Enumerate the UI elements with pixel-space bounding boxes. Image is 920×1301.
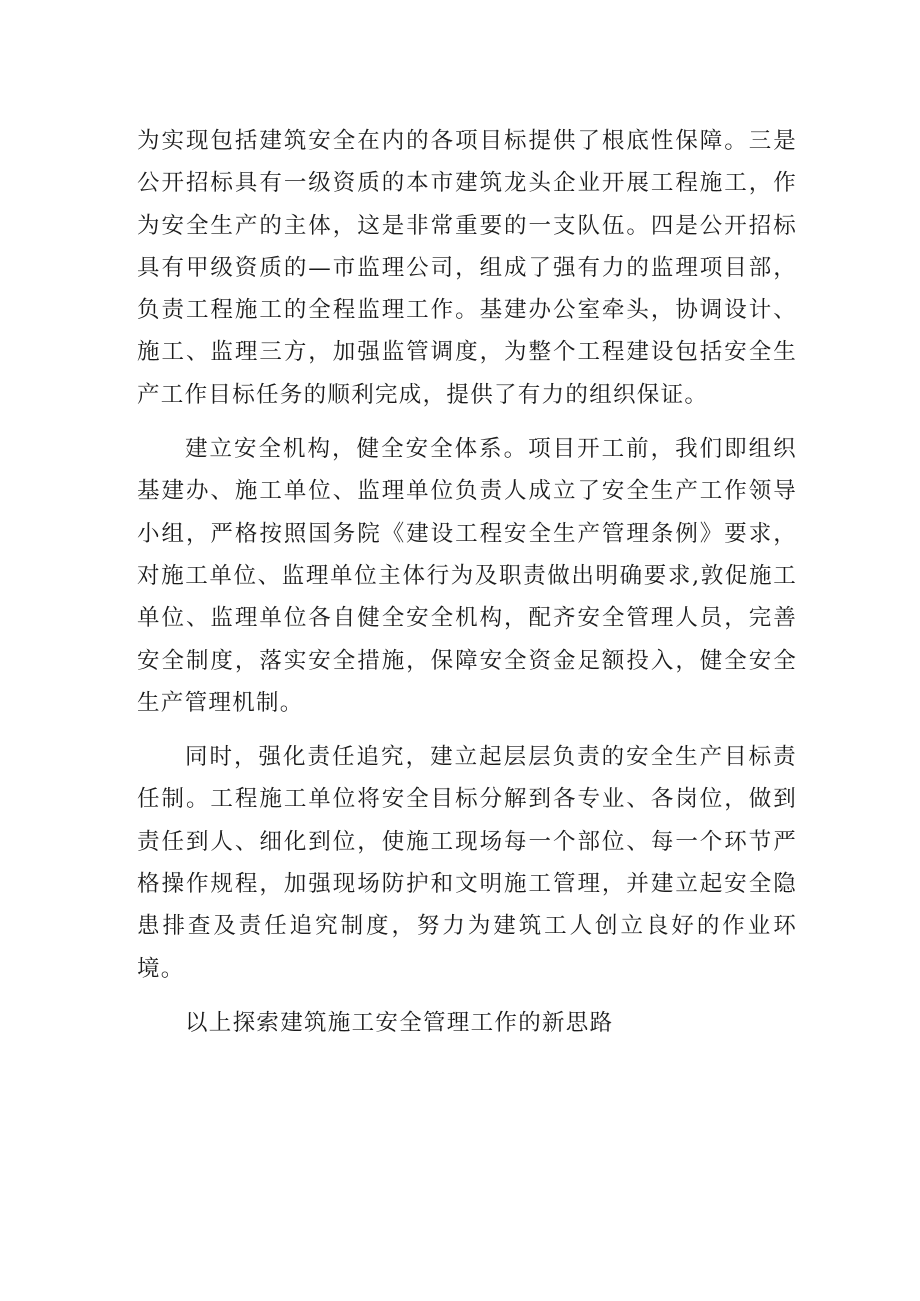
paragraph-2: 建立安全机构，健全安全体系。项目开工前，我们即组织基建办、施工单位、监理单位负责人成立了安全生产工作领导小组，严格按照国务院《建设工程安全生产管理条例》要求，对施工单位、监理单位主体行为及职责做出明确要求,敦促施工单位、监理单位各自健全安全机构，配齐安全管理人员，完善安全制度，落实安全措施，保障安全资金足额投入，健全安全生产管理机制。	[137, 436, 797, 716]
paragraph-3: 同时，强化责任追究，建立起层层负责的安全生产目标责任制。工程施工单位将安全目标分解到各专业、各岗位，做到责任到人、细化到位，使施工现场每一个部位、每一个环节严格操作规程，加强现场防护和文明施工管理，并建立起安全隐患排查及责任追究制度，努力为建筑工人创立良好的作业环境。	[137, 744, 797, 982]
paragraph-gap	[137, 724, 797, 736]
paragraph-gap	[137, 990, 797, 1002]
body-text	[137, 120, 797, 1044]
paragraph-4: 以上探索建筑施工安全管理工作的新思路	[185, 1009, 614, 1036]
paragraph-1: 为实现包括建筑安全在内的各项目标提供了根底性保障。三是公开招标具有一级资质的本市建筑龙头企业开展工程施工，作为安全生产的主体，这是非常重要的一支队伍。四是公开招标具有甲级资质的—市监理公司，组成了强有力的监理项目部，负责工程施工的全程监理工作。基建办公室牵头，协调设计、施工、监理三方，加强监管调度，为整个工程建设包括安全生产工作目标任务的顺利完成，提供了有力的组织保证。	[137, 128, 797, 408]
paragraph-gap	[137, 416, 797, 428]
